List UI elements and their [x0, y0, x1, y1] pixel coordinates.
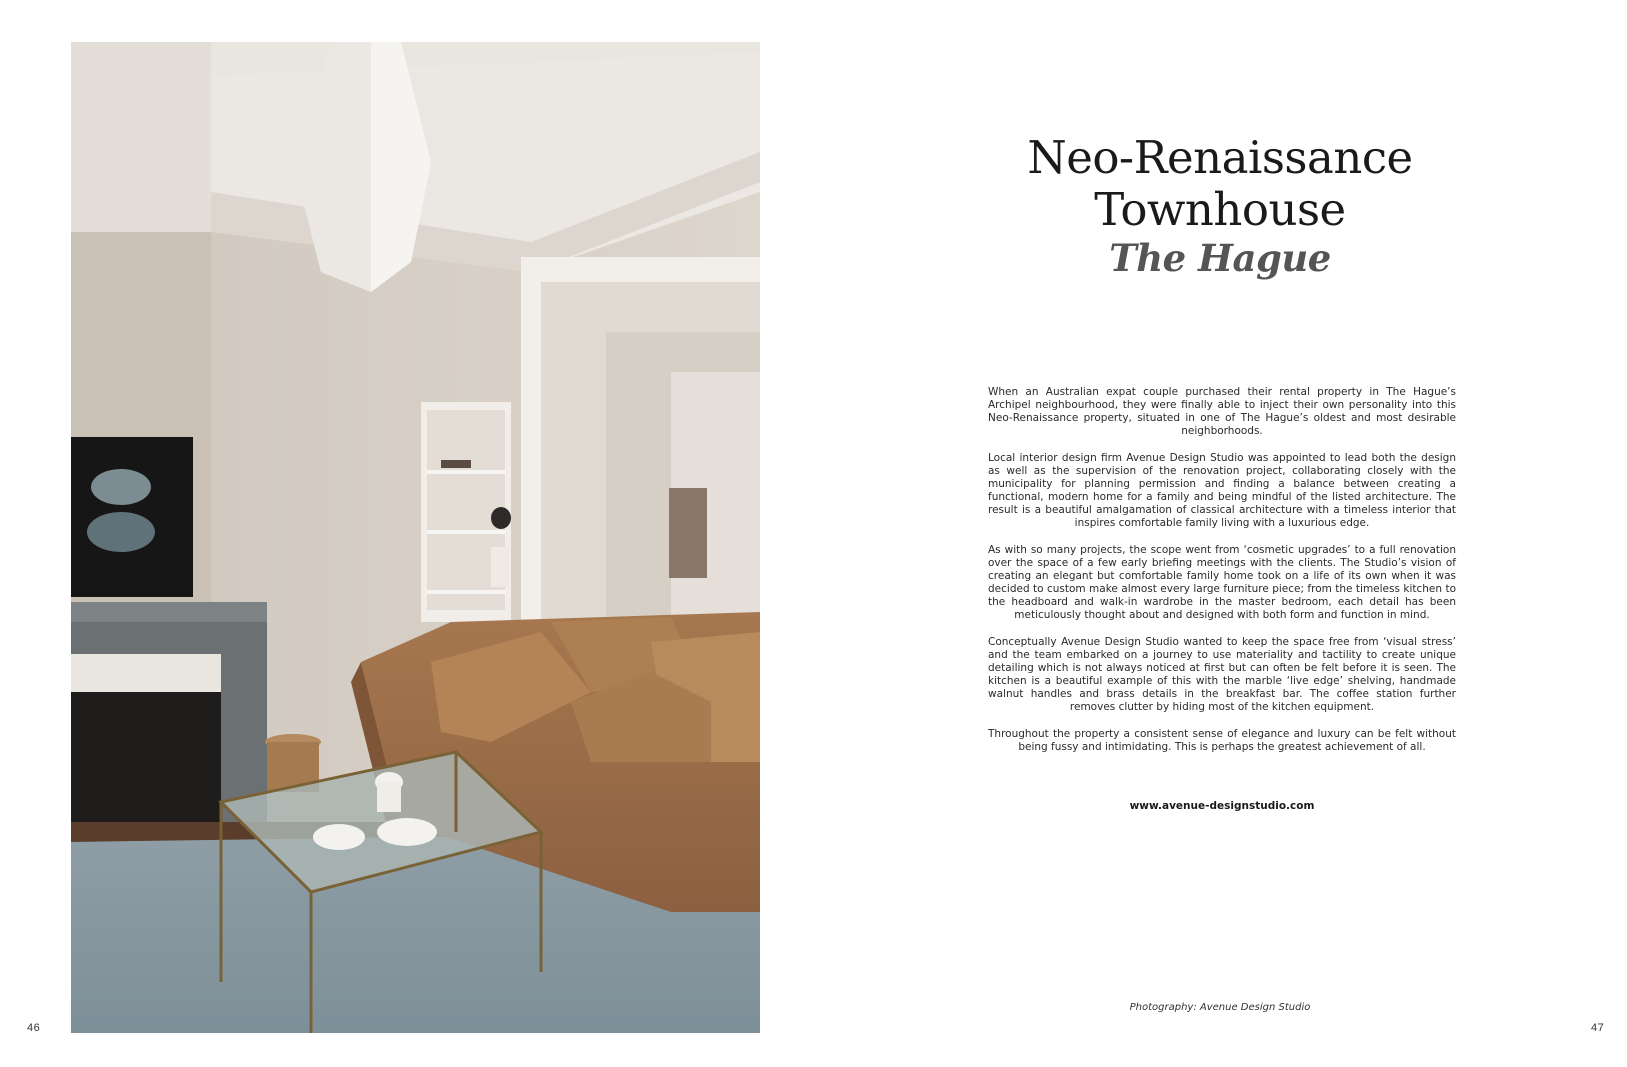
page-number-left: 46 [27, 1022, 41, 1034]
article-subtitle: The Hague [1109, 236, 1331, 280]
interior-photo [71, 42, 760, 1033]
article-paragraph: When an Australian expat couple purchased their rental property in The Hague’s Archipel neighbourhood, they were finally able to inject their own personality into this Neo-Renaissance property, situated in one of The Hague’s oldest and most desirable neighborhoods. [988, 386, 1456, 438]
article-paragraph: Conceptually Avenue Design Studio wanted to keep the space free from ‘visual stress’ and the team embarked on a journey to use materiality and tactility to create unique detailing which is not always noticed at first but can often be felt before it is seen. The kitchen is a beautiful example of this with the marble ‘live edge’ shelving, handmade walnut handles and brass details in the breakfast bar. The coffee station further removes clutter by hiding most of the kitchen equipment. [988, 636, 1456, 714]
article-paragraph: Local interior design firm Avenue Design Studio was appointed to lead both the design as well as the supervision of the renovation project, collaborating closely with the municipality for planning permission and finding a balance between creating a functional, modern home for a family and being mindful of the listed architecture. The result is a beautiful amalgamation of classical architecture with a timeless interior that inspires comfortable family living with a luxurious edge. [988, 451, 1456, 530]
article-title-line1: Neo-Renaissance [1027, 131, 1413, 184]
website-link[interactable]: www.avenue-designstudio.com [1129, 800, 1315, 812]
photo-credit: Photography: Avenue Design Studio [1129, 1002, 1311, 1013]
article-body [988, 386, 1456, 768]
article-paragraph: As with so many projects, the scope went from ‘cosmetic upgrades’ to a full renovation over the space of a few early briefing meetings with the clients. The Studio’s vision of creating an elegant but comfortable family home took on a life of its own when it was decided to custom make almost every large furniture piece; from the timeless kitchen to the headboard and walk-in wardrobe in the master bedroom, each detail has been meticulously thought about and designed with both form and function in mind. [988, 543, 1456, 622]
article-paragraph: Throughout the property a consistent sense of elegance and luxury can be felt without being fussy and intimidating. This is perhaps the greatest achievement of all. [988, 728, 1456, 754]
page-number-right: 47 [1591, 1022, 1605, 1034]
title-block [960, 132, 1480, 280]
article-title-line2: Townhouse [1094, 183, 1346, 236]
